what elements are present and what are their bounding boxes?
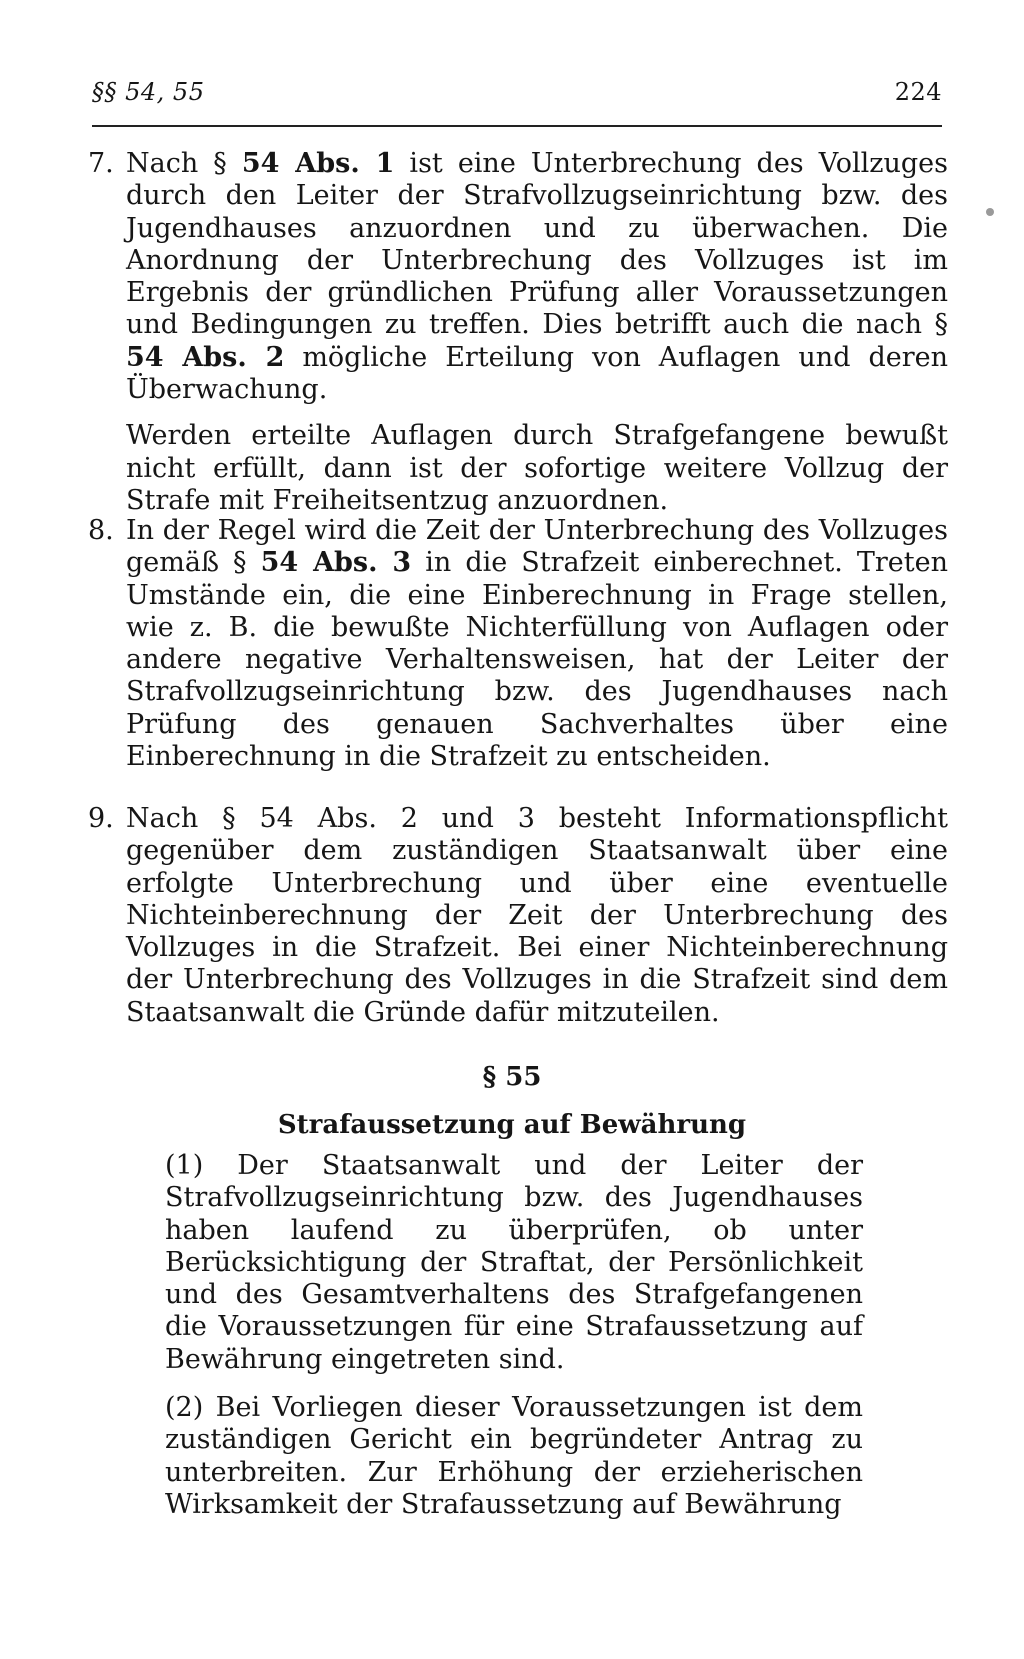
item-paragraph (126, 515, 948, 773)
item-number: 7. (88, 148, 114, 179)
item-body (126, 803, 948, 1029)
item-body (126, 148, 948, 517)
item-body (126, 515, 948, 773)
text-run: in die Strafzeit einberechnet. Treten Umstände ein, die eine Einberechnung in Frage stellen, wie z. B. die bewußte Nichterfüllung von Auflagen oder andere negative Verhaltensweisen, hat der Leiter der Strafvollzugseinrichtung bzw. des Jugendhauses nach Prüfung des genauen Sachverhaltes über eine Einberechnung in die Strafzeit zu entscheiden. (126, 547, 948, 773)
section-number: § 55 (482, 1062, 542, 1092)
numbered-item-8 (88, 515, 948, 773)
text-run: mögliche Erteilung von Auflagen und deren Überwachung. (126, 341, 948, 406)
numbered-item-9 (88, 803, 948, 1029)
section-title: Strafaussetzung auf Bewährung (277, 1110, 747, 1140)
text-run: ist eine Unterbrechung des Vollzuges durch den Leiter der Strafvollzugseinrichtung bzw. des Jugendhauses anzuordnen und zu überwachen. Die Anordnung der Unterbrechung des Vollzuges ist im Ergebnis der gründlichen Prüfung aller Voraussetzungen und Bedingungen zu treffen. Dies betrifft auch die nach § (126, 148, 948, 341)
item-paragraph (126, 148, 948, 406)
header-rule (92, 125, 942, 127)
section-paragraph-2 (165, 1392, 863, 1521)
page-number: 224 (894, 78, 942, 106)
legal-reference: 54 Abs. 3 (260, 547, 412, 579)
running-head-section-ref: §§ 54, 55 (92, 78, 205, 106)
paragraph-text: (2) Bei Vorliegen dieser Voraussetzungen ist dem zuständigen Gericht ein begründeter Antrag zu unterbreiten. Zur Erhöhung der erzieherischen Wirksamkeit der Strafaussetzung auf Bewährung (165, 1392, 863, 1520)
legal-reference: 54 Abs. 2 (126, 341, 285, 373)
item-number: 8. (88, 515, 114, 546)
legal-reference: 54 Abs. 1 (241, 148, 395, 179)
text-run: Nach § 54 Abs. 2 und 3 besteht Informationspflicht gegenüber dem zuständigen Staatsanwalt über eine erfolgte Unterbrechung und über eine eventuelle Nichteinberechnung der Zeit der Unterbrechung des Vollzuges in die Strafzeit. Bei einer Nichteinberechnung der Unterbrechung des Vollzuges in die Strafzeit sind dem Staatsanwalt die Gründe dafür mitzuteilen. (126, 803, 948, 1028)
text-run: In der Regel wird die Zeit der Unterbrechung des Vollzuges gemäß § (126, 515, 948, 579)
running-head (92, 72, 942, 108)
scan-speck (986, 208, 994, 216)
text-run: Werden erteilte Auflagen durch Strafgefangene bewußt nicht erfüllt, dann ist der sofortige weitere Vollzug der Strafe mit Freiheitsentzug anzuordnen. (126, 420, 948, 516)
item-paragraph (126, 420, 948, 517)
section-paragraph-1 (165, 1150, 863, 1376)
paragraph-text: (1) Der Staatsanwalt und der Leiter der Strafvollzugseinrichtung bzw. des Jugendhauses haben laufend zu überprüfen, ob unter Berücksichtigung der Straftat, der Persönlichkeit und des Gesamtverhaltens des Strafgefangenen die Voraussetzungen für eine Strafaussetzung auf Bewährung eingetreten sind. (165, 1150, 863, 1375)
text-run: Nach § (126, 148, 242, 179)
item-number: 9. (88, 803, 114, 834)
item-paragraph (126, 803, 948, 1029)
numbered-item-7 (88, 148, 948, 517)
